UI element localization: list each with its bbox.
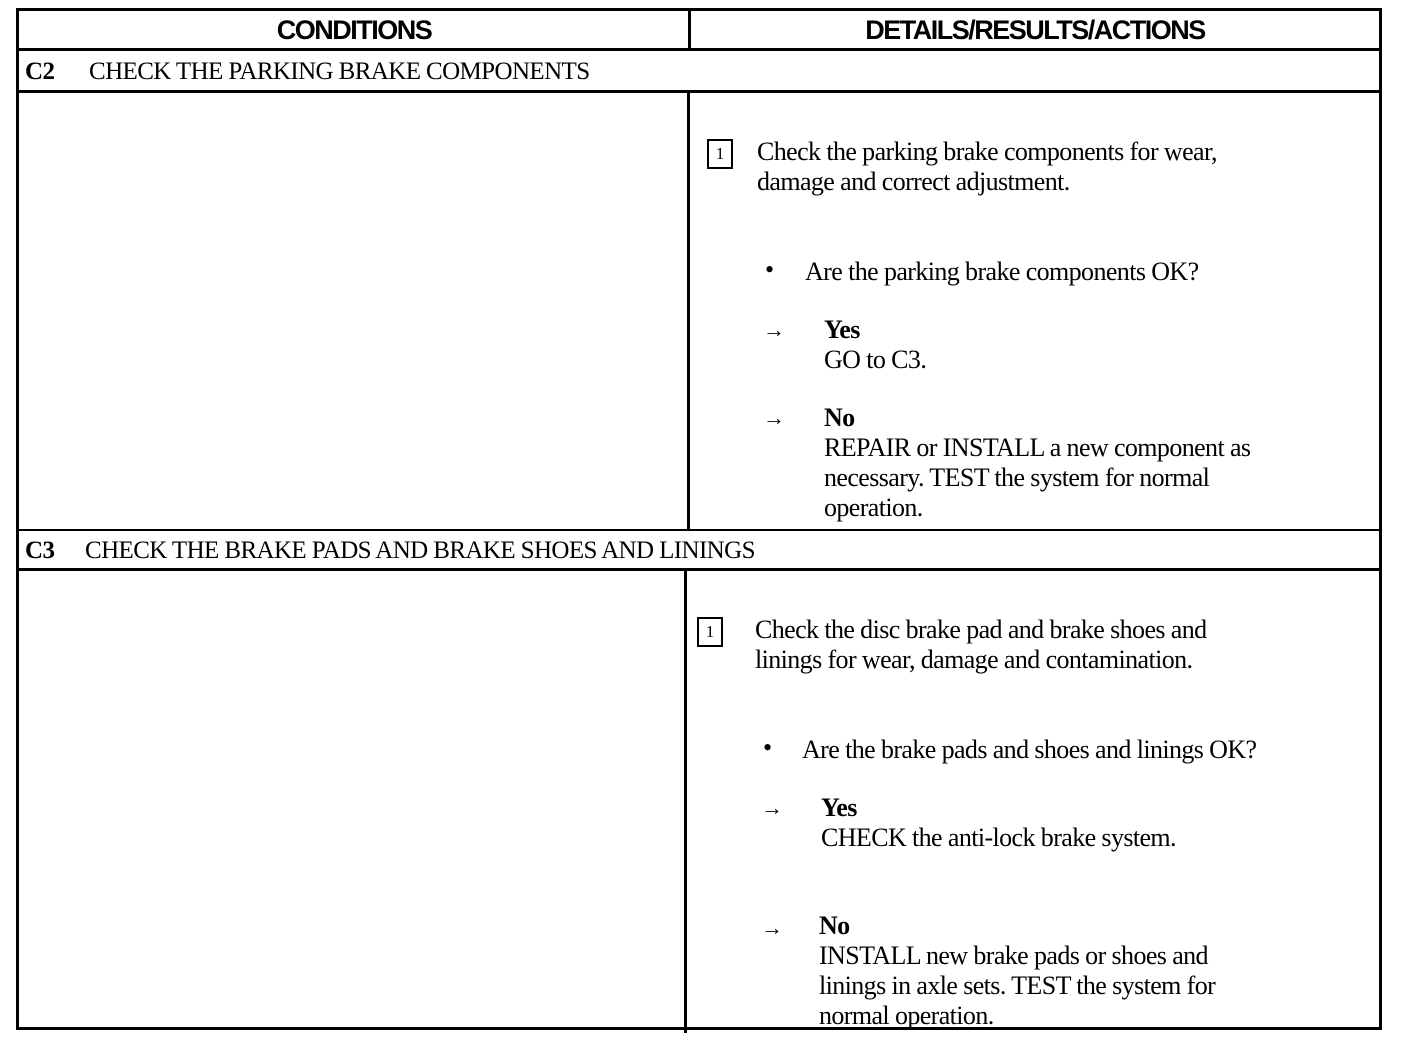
section-c3-title	[19, 529, 1379, 571]
no-action-line: normal operation.	[819, 1001, 994, 1030]
yes-label: Yes	[821, 793, 857, 822]
section-c3-body	[19, 571, 1379, 1030]
bullet-icon: •	[765, 255, 775, 284]
section-code: C3	[25, 537, 55, 564]
step-text	[757, 137, 1217, 197]
no-action-line: linings in axle sets. TEST the system for	[819, 971, 1216, 1000]
step-text-line: Check the disc brake pad and brake shoes and	[755, 615, 1207, 644]
step-text-line: damage and correct adjustment.	[757, 167, 1070, 196]
details-header: DETAILS/RESULTS/ACTIONS	[865, 15, 1205, 45]
no-result	[824, 403, 1250, 523]
section-title-text: CHECK THE BRAKE PADS AND BRAKE SHOES AND LININGS	[85, 537, 755, 564]
bullet-icon: •	[763, 733, 773, 762]
section-code: C2	[25, 58, 55, 85]
no-result	[819, 911, 1215, 1031]
conditions-header: CONDITIONS	[276, 15, 432, 45]
yes-action: GO to C3.	[824, 345, 927, 374]
step-text-line: linings for wear, damage and contamination.	[755, 645, 1193, 674]
step-number-box: 1	[707, 139, 733, 169]
step-text-line: Check the parking brake components for wear,	[757, 137, 1217, 166]
no-action-line: REPAIR or INSTALL a new component as	[824, 433, 1251, 462]
yes-result	[824, 315, 926, 375]
section-title-text: CHECK THE PARKING BRAKE COMPONENTS	[89, 58, 590, 85]
diagnostic-table	[16, 8, 1382, 1030]
section-c2-title	[19, 51, 1379, 93]
question-text: Are the parking brake components OK?	[805, 257, 1199, 286]
yes-label: Yes	[824, 315, 860, 344]
arrow-right-icon: →	[763, 405, 785, 430]
table-header	[19, 11, 1379, 51]
arrow-right-icon: →	[761, 915, 783, 940]
arrow-right-icon: →	[763, 317, 785, 342]
question-text: Are the brake pads and shoes and linings OK?	[802, 735, 1257, 764]
no-action-line: INSTALL new brake pads or shoes and	[819, 941, 1208, 970]
section-c2-body	[19, 93, 1379, 529]
step-number-box: 1	[697, 617, 723, 647]
arrow-right-icon: →	[761, 795, 783, 820]
no-action-line: necessary. TEST the system for normal	[824, 463, 1210, 492]
header-divider	[688, 11, 691, 51]
no-label: No	[824, 403, 855, 432]
step-text	[755, 615, 1207, 675]
no-label: No	[819, 911, 850, 940]
yes-action: CHECK the anti-lock brake system.	[821, 823, 1176, 852]
yes-result	[821, 793, 1176, 853]
no-action-line: operation.	[824, 493, 923, 522]
